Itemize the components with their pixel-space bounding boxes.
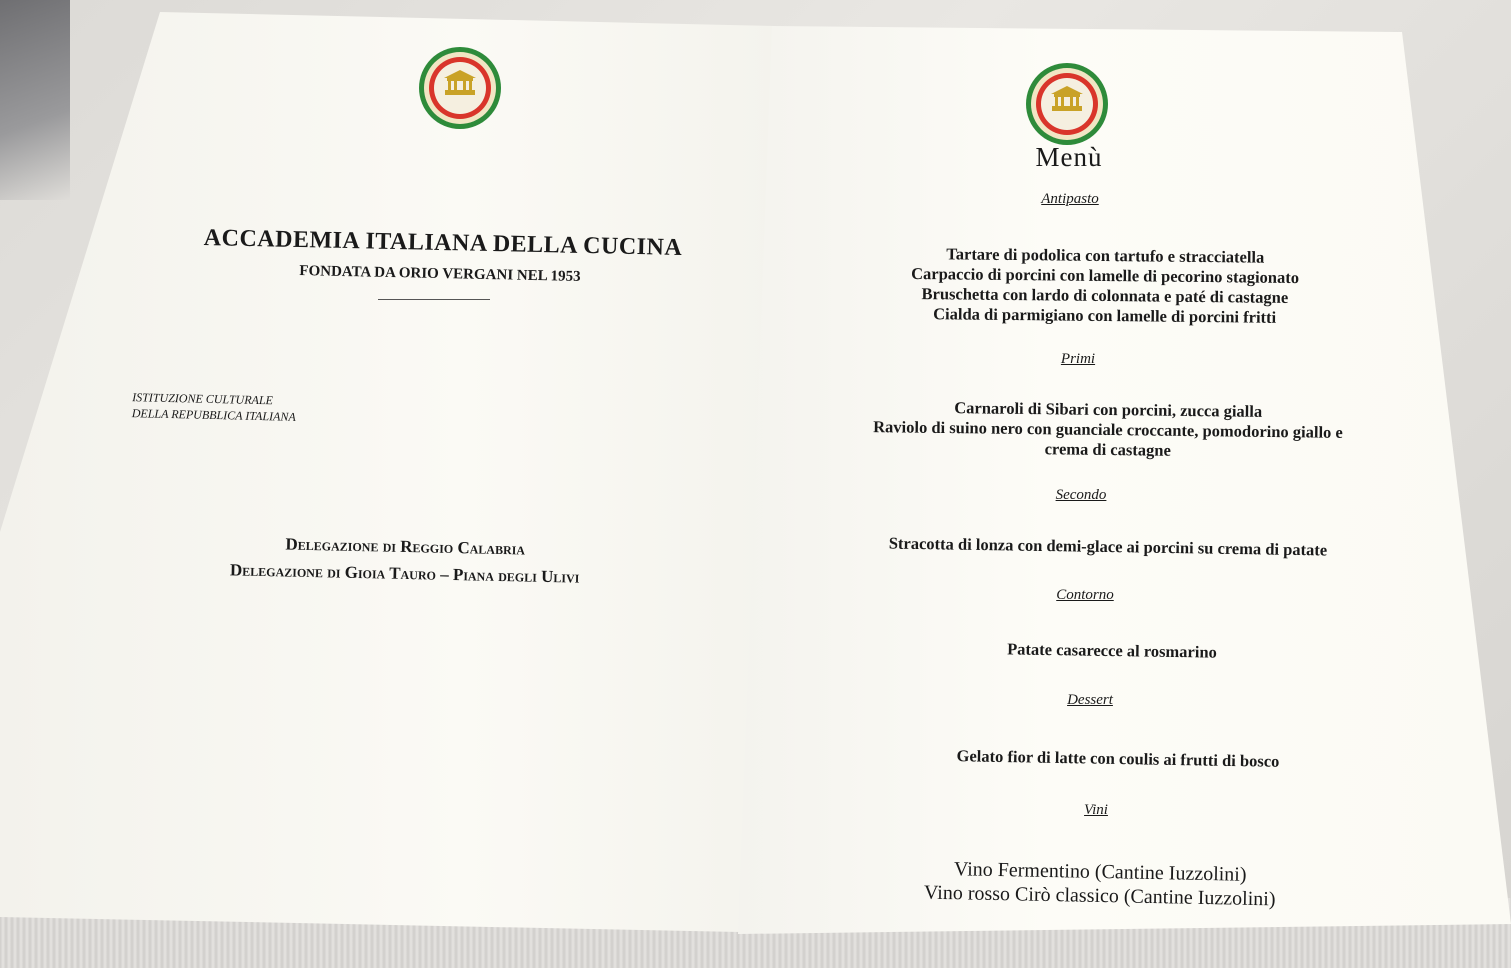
dish-item: Patate casarecce al rosmarino <box>1007 639 1217 662</box>
section-contorno: Contorno <box>1056 587 1114 603</box>
dish-item: Tartare di podolica con tartufo e stracciatella <box>946 244 1265 267</box>
dish-item: Carpaccio di porcini con lamelle di pecorino stagionato <box>911 263 1300 288</box>
dish-item: Bruschetta con lardo di colonnata e paté di castagne <box>921 284 1289 307</box>
academy-name: ACCADEMIA ITALIANA DELLA CUCINA <box>203 224 683 262</box>
table-surface-shadow <box>0 0 70 200</box>
dish-item: crema di castagne <box>1044 439 1171 460</box>
dish-item: Cialda di parmigiano con lamelle di porcini fritti <box>933 304 1277 327</box>
dish-item: Raviolo di suino nero con guanciale croccante, pomodorino giallo e <box>873 417 1343 442</box>
delegation-line: Delegazione di Gioia Tauro – Piana degli Ulivi <box>229 560 580 587</box>
section-antipasto: Antipasto <box>1041 191 1099 207</box>
dish-item: Stracotta di lonza con demi-glace ai porcini su crema di patate <box>888 533 1328 560</box>
institution-line: ISTITUZIONE CULTURALE <box>132 390 274 408</box>
delegation-line: Delegazione di Reggio Calabria <box>285 534 526 559</box>
section-dessert: Dessert <box>1067 692 1113 708</box>
dish-item: Gelato fior di latte con coulis ai frutti di bosco <box>956 746 1280 771</box>
vini-list <box>870 856 1331 913</box>
section-secondo: Secondo <box>1055 487 1107 503</box>
delegations <box>169 528 640 592</box>
academy-seal-icon <box>418 46 502 130</box>
divider <box>378 299 490 300</box>
academy-founded: FONDATA DA ORIO VERGANI NEL 1953 <box>299 263 581 285</box>
dish-item: Carnaroli di Sibari con porcini, zucca gialla <box>954 398 1263 421</box>
section-primi: Primi <box>1060 351 1096 367</box>
academy-seal-icon <box>1025 62 1109 146</box>
menu-left-page <box>0 12 774 932</box>
menu-title: Menù <box>1035 142 1103 172</box>
institution-line: DELLA REPUBBLICA ITALIANA <box>131 406 296 424</box>
institution-note <box>132 389 297 425</box>
wine-item: Vino Fermentino (Cantine Iuzzolini) <box>953 858 1247 886</box>
primi-list <box>808 396 1409 463</box>
wine-item: Vino rosso Cirò classico (Cantine Iuzzolini) <box>923 881 1276 911</box>
section-vini: Vini <box>1084 802 1108 818</box>
antipasto-list <box>830 243 1381 329</box>
